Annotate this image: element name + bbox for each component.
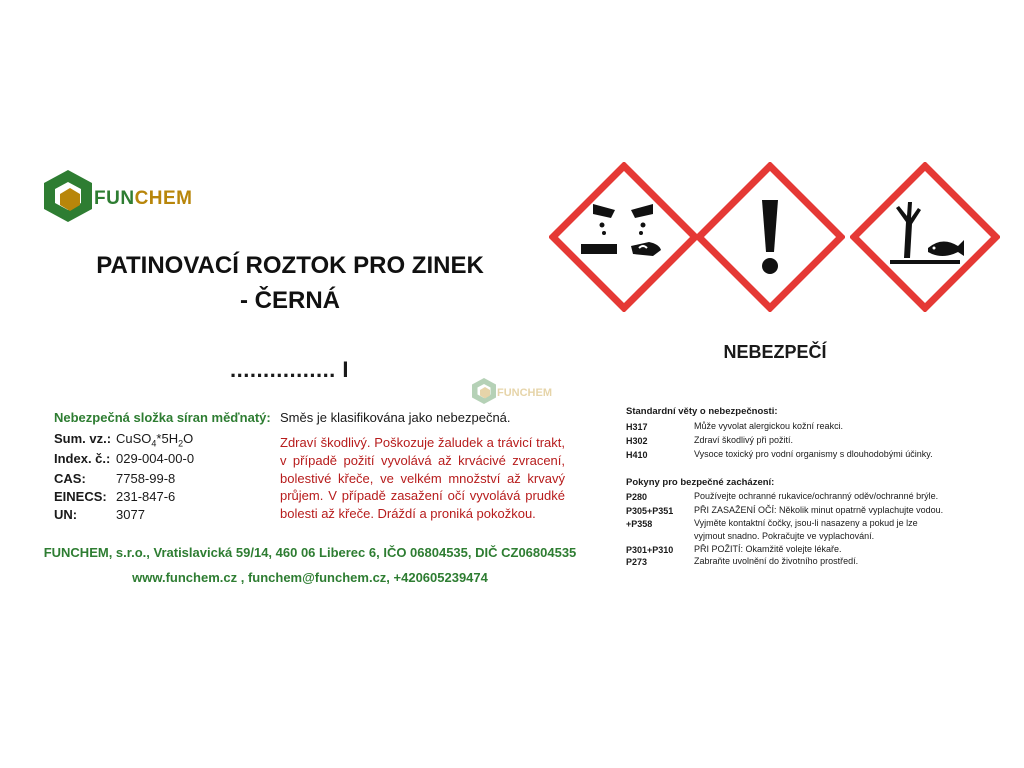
classification-text: Směs je klasifikována jako nebezpečná. [280,410,511,425]
precautionary-code: P273 [626,557,648,567]
hazard-text: Vysoce toxický pro vodní organismy s dlouhodobými účinky. [694,449,933,459]
hazard-code: H302 [626,436,648,446]
sum-formula-label: Sum. vz.: [54,431,112,446]
company-address: FUNCHEM, s.r.o., Vratislavická 59/14, 460 06 Liberec 6, IČO 06804535, DIČ CZ06804535 [43,545,577,560]
precautionary-code: P301+P310 [626,545,674,555]
signal-word: NEBEZPEČÍ [723,342,827,362]
index-value: 029-004-00-0 [116,451,195,466]
brand-name: FUNCHEM [94,188,193,209]
watermark-text: FUNCHEM [497,387,552,399]
precautionary-text: Používejte ochranné rukavice/ochranný oděv/ochranné brýle. [694,491,939,501]
hexagon-logo-icon [40,168,96,224]
product-title-line1: PATINOVACÍ ROZTOK PRO ZINEK [96,252,484,279]
cas-label: CAS: [54,471,86,486]
precautionary-code: +P358 [626,519,653,529]
company-contacts: www.funchem.cz , funchem@funchem.cz, +420605239474 [132,570,488,585]
sum-formula-value: $CuSO_4*5H_2O$ [116,431,194,449]
hazard-code: H317 [626,422,648,432]
einecs-label: EINECS: [54,489,107,504]
hazard-description: Zdraví škodlivý. Poškozuje žaludek a trávicí trakt, v případě požití vyvolává až krvácivé zvracení, bolestivé křeče, ve velkém množství až krvavý průjem. V případě zasažení očí vyvolává prudké bolesti až křeče. Dráždí a proniká pokožkou. [280,435,565,522]
exclamation-pictogram-icon [695,162,845,312]
environment-pictogram-icon [850,162,1000,312]
hazard-text: Může vyvolat alergickou kožní reakci. [694,421,844,431]
composition-label: Nebezpečná složka síran měďnatý: [54,410,271,425]
precautionary-text: Zabraňte uvolnění do životního prostředí. [694,556,859,566]
brand-logo [40,168,230,224]
precautionary-code: P280 [626,492,648,502]
product-title-line2: - ČERNÁ [240,287,340,314]
un-label: UN: [54,507,78,522]
precautionary-code: P305+P351 [626,506,674,516]
watermark-logo [470,376,580,410]
hazard-statements-title: Standardní věty o nebezpečnosti: [626,406,778,417]
hazard-code: H410 [626,450,648,460]
index-label: Index. č.: [54,451,111,466]
un-value: 3077 [116,507,145,522]
precautionary-text: PŘI ZASAŽENÍ OČÍ: Několik minut opatrně vyplachujte vodou. [694,505,944,515]
watermark-hexagon-icon [470,376,498,406]
batch-field: ................ I [230,357,350,382]
precautionary-text: vyjmout snadno. Pokračujte ve vyplachování. [694,531,875,541]
precautionary-text: Vyjměte kontaktní čočky, jsou-li nasazeny a pokud je lze [694,518,918,528]
corrosion-pictogram-icon [549,162,699,312]
precautionary-statements-title: Pokyny pro bezpečné zacházení: [626,477,775,488]
hazard-text: Zdraví škodlivý při požití. [694,435,794,445]
einecs-value: 231-847-6 [116,489,176,504]
cas-value: 7758-99-8 [116,471,176,486]
precautionary-text: PŘI POŽITÍ: Okamžitě volejte lékaře. [694,544,842,554]
